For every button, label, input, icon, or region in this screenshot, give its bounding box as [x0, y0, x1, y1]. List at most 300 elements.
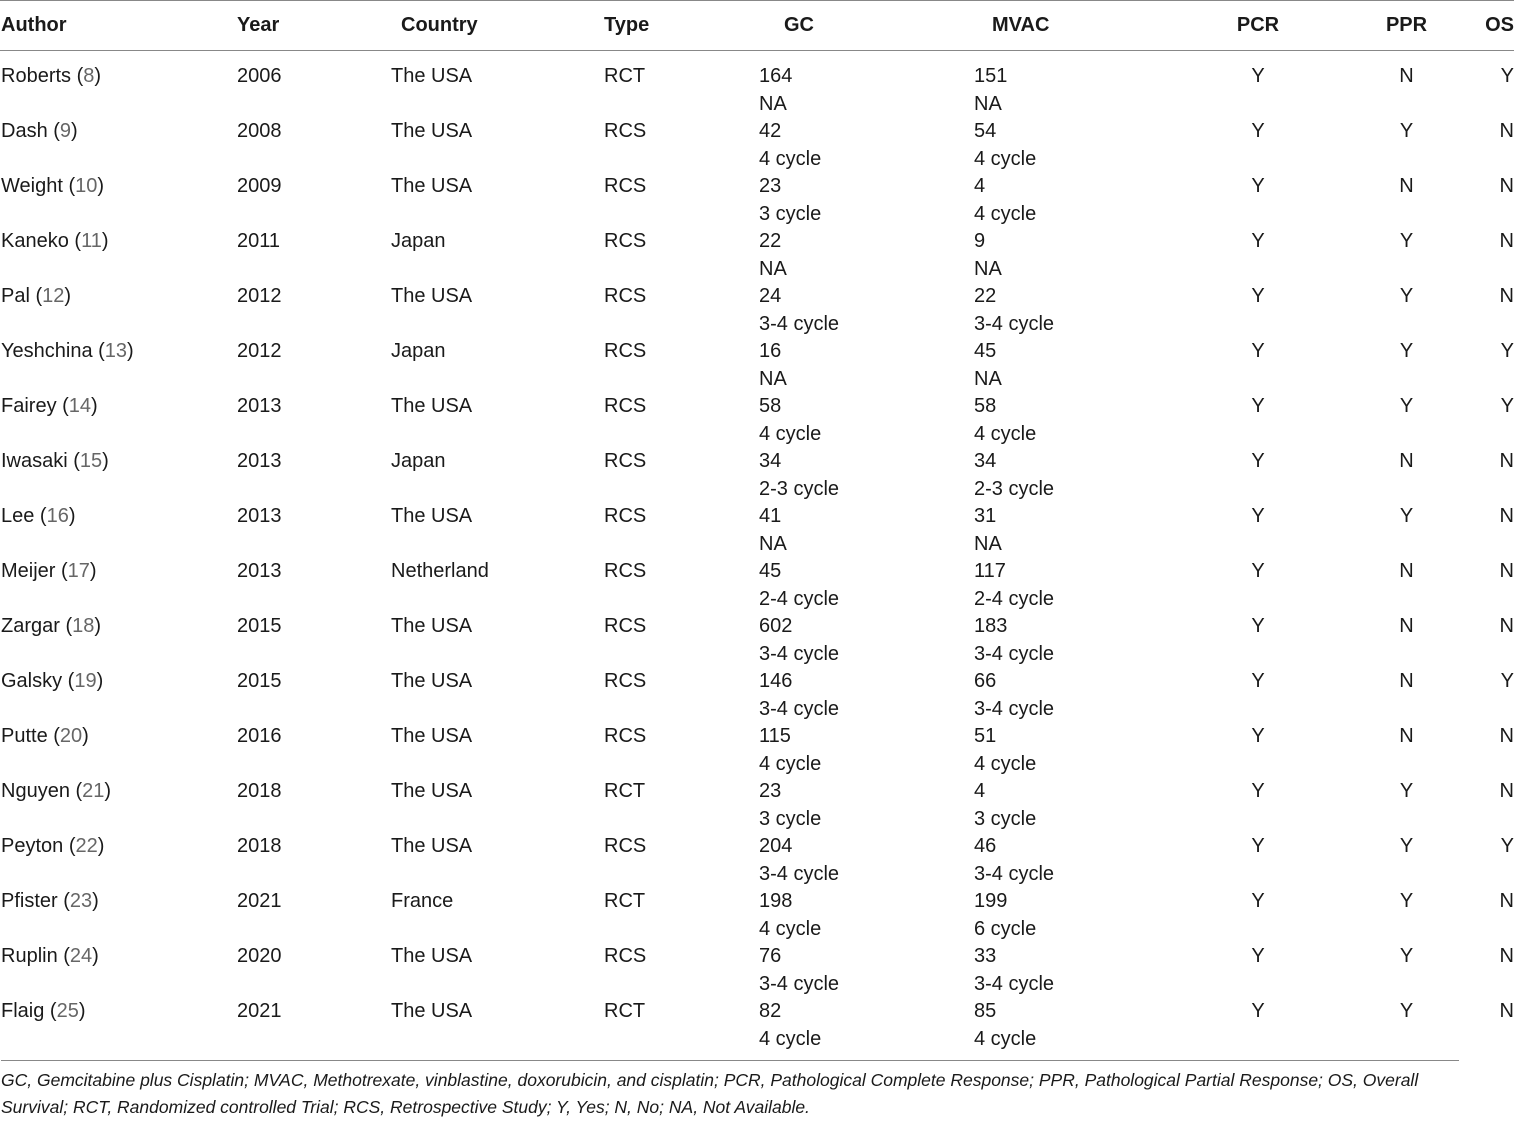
cell-pcr: Y [1251, 560, 1265, 582]
cell-country: The USA [391, 175, 473, 197]
cell-type: RCS [604, 450, 647, 472]
cell-os: Y [1500, 340, 1514, 362]
author-name: Lee [1, 505, 35, 527]
mvac-patients: 151 [974, 65, 1008, 87]
cell-type: RCS [604, 670, 647, 692]
gc-patients: 76 [759, 945, 782, 967]
cell-gc [759, 173, 974, 228]
gc-patients: 22 [759, 230, 782, 252]
header-row [0, 1, 1514, 51]
cell-gc [759, 118, 974, 173]
cell-os: N [1499, 450, 1514, 472]
cell-year: 2012 [237, 285, 282, 307]
author-name: Iwasaki [1, 450, 68, 472]
cell-type: RCS [604, 725, 647, 747]
mvac-patients: 46 [974, 835, 997, 857]
mvac-patients: 66 [974, 670, 997, 692]
author-name: Pfister [1, 890, 58, 912]
cell-author: Ruplin (24) [1, 945, 99, 967]
cell-mvac [974, 448, 1182, 503]
cell-ppr: Y [1399, 505, 1414, 527]
mvac-patients: 183 [974, 615, 1008, 637]
gc-cycles: 3-4 cycle [759, 642, 840, 665]
mvac-cycles: 4 cycle [974, 202, 1037, 225]
mvac-cycles: 4 cycle [974, 422, 1037, 445]
cell-os: N [1499, 615, 1514, 637]
cell-author: Iwasaki (15) [1, 450, 109, 472]
mvac-patients: 85 [974, 1000, 997, 1022]
mvac-patients: 31 [974, 505, 997, 527]
cell-country: The USA [391, 725, 473, 747]
cell-year: 2013 [237, 505, 282, 527]
cell-ppr: Y [1399, 395, 1414, 417]
table-row [0, 338, 1514, 393]
author-name: Peyton [1, 835, 64, 857]
mvac-cycles: 3-4 cycle [974, 862, 1055, 885]
mvac-cycles: NA [974, 257, 1002, 280]
cell-mvac [974, 283, 1182, 338]
gc-cycles: 3 cycle [759, 202, 822, 225]
cell-pcr: Y [1251, 285, 1265, 307]
cell-os: N [1499, 945, 1514, 967]
gc-cycles: NA [759, 92, 787, 115]
gc-cycles: 4 cycle [759, 752, 822, 775]
cell-country: France [391, 890, 454, 912]
cell-mvac [974, 393, 1182, 448]
cell-year: 2018 [237, 780, 282, 802]
cell-year: 2016 [237, 725, 282, 747]
cell-os: Y [1500, 670, 1514, 692]
cell-ppr: Y [1399, 285, 1414, 307]
mvac-patients: 9 [974, 230, 986, 252]
author-name: Dash [1, 120, 48, 142]
gc-cycles: 2-4 cycle [759, 587, 840, 610]
mvac-patients: 22 [974, 285, 997, 307]
gc-cycles: 3-4 cycle [759, 312, 840, 335]
cell-mvac [974, 503, 1182, 558]
cell-gc [759, 943, 974, 998]
header-year: Year [237, 1, 391, 51]
gc-patients: 23 [759, 780, 782, 802]
table-row [0, 448, 1514, 503]
cell-type: RCT [604, 65, 646, 87]
cell-gc [759, 338, 974, 393]
cell-pcr: Y [1251, 615, 1265, 637]
cell-country: The USA [391, 670, 473, 692]
cell-year: 2013 [237, 395, 282, 417]
cell-country: The USA [391, 835, 473, 857]
gc-cycles: NA [759, 257, 787, 280]
cell-type: RCS [604, 615, 647, 637]
cell-os: N [1499, 780, 1514, 802]
cell-os: N [1499, 1000, 1514, 1022]
table-row [0, 283, 1514, 338]
cell-mvac [974, 613, 1182, 668]
cell-os: N [1499, 175, 1514, 197]
cell-country: The USA [391, 65, 473, 87]
cell-author: Kaneko (11) [1, 230, 109, 252]
mvac-patients: 33 [974, 945, 997, 967]
cell-pcr: Y [1251, 505, 1265, 527]
cell-country: The USA [391, 505, 473, 527]
reference-link[interactable]: 10 [75, 175, 98, 197]
reference-link[interactable]: 15 [79, 450, 103, 472]
header-pcr: PCR [1182, 1, 1334, 51]
reference-link[interactable]: 11 [81, 230, 102, 252]
gc-patients: 42 [759, 120, 782, 142]
cell-year: 2013 [237, 560, 282, 582]
reference-link[interactable]: 24 [69, 945, 93, 967]
cell-country: Japan [391, 450, 446, 472]
cell-author: Dash (9) [1, 120, 78, 142]
cell-gc [759, 393, 974, 448]
cell-country: The USA [391, 780, 473, 802]
mvac-patients: 199 [974, 890, 1008, 912]
cell-mvac [974, 173, 1182, 228]
cell-pcr: Y [1251, 1000, 1265, 1022]
author-name: Putte [1, 725, 48, 747]
cell-author: Pal (12) [1, 285, 72, 307]
mvac-patients: 58 [974, 395, 997, 417]
cell-year: 2021 [237, 1000, 282, 1022]
gc-patients: 146 [759, 670, 793, 692]
table-row [0, 558, 1514, 613]
table-row [0, 173, 1514, 228]
gc-patients: 34 [759, 450, 782, 472]
reference-link[interactable]: 25 [56, 1000, 79, 1022]
cell-type: RCS [604, 505, 647, 527]
table-row [0, 943, 1514, 998]
cell-mvac [974, 51, 1182, 119]
gc-cycles: NA [759, 532, 787, 555]
cell-country: Netherland [391, 560, 489, 582]
cell-ppr: N [1399, 615, 1414, 637]
mvac-patients: 54 [974, 120, 997, 142]
cell-mvac [974, 833, 1182, 888]
cell-country: The USA [391, 615, 473, 637]
cell-author: Weight (10) [1, 175, 105, 197]
gc-cycles: 4 cycle [759, 147, 822, 170]
cell-pcr: Y [1251, 780, 1265, 802]
cell-author: Putte (20) [1, 725, 89, 747]
reference-link[interactable]: 9 [59, 120, 72, 142]
cell-ppr: Y [1399, 230, 1414, 252]
cell-mvac [974, 228, 1182, 283]
cell-gc [759, 613, 974, 668]
table-row [0, 833, 1514, 888]
mvac-cycles: NA [974, 367, 1002, 390]
cell-year: 2020 [237, 945, 282, 967]
cell-os: N [1499, 560, 1514, 582]
cell-gc [759, 228, 974, 283]
cell-mvac [974, 943, 1182, 998]
cell-author: Flaig (25) [1, 1000, 86, 1022]
cell-ppr: Y [1399, 1000, 1414, 1022]
cell-year: 2015 [237, 615, 282, 637]
cell-ppr: N [1399, 450, 1414, 472]
cell-os: N [1499, 285, 1514, 307]
cell-ppr: Y [1399, 835, 1414, 857]
cell-mvac [974, 668, 1182, 723]
cell-type: RCT [604, 890, 646, 912]
table-row [0, 998, 1514, 1061]
cell-type: RCS [604, 395, 647, 417]
mvac-cycles: 2-3 cycle [974, 477, 1055, 500]
cell-type: RCS [604, 945, 647, 967]
cell-type: RCS [604, 230, 647, 252]
cell-author: Nguyen (21) [1, 780, 112, 802]
cell-year: 2013 [237, 450, 282, 472]
cell-pcr: Y [1251, 450, 1265, 472]
cell-mvac [974, 118, 1182, 173]
cell-pcr: Y [1251, 945, 1265, 967]
cell-author: Roberts (8) [1, 65, 102, 87]
cell-ppr: Y [1399, 945, 1414, 967]
cell-author: Yeshchina (13) [1, 340, 134, 362]
cell-year: 2009 [237, 175, 282, 197]
cell-pcr: Y [1251, 120, 1265, 142]
mvac-cycles: NA [974, 92, 1002, 115]
cell-year: 2006 [237, 65, 282, 87]
mvac-cycles: 4 cycle [974, 1027, 1037, 1050]
cell-os: N [1499, 725, 1514, 747]
table-body [0, 51, 1514, 1062]
table-row [0, 668, 1514, 723]
cell-author: Lee (16) [1, 505, 76, 527]
cell-ppr: N [1399, 670, 1414, 692]
cell-os: N [1499, 230, 1514, 252]
mvac-patients: 4 [974, 780, 986, 802]
cell-type: RCS [604, 835, 647, 857]
gc-patients: 82 [759, 1000, 782, 1022]
cell-year: 2008 [237, 120, 282, 142]
cell-gc [759, 51, 974, 119]
cell-author: Meijer (17) [1, 560, 97, 582]
cell-type: RCS [604, 285, 647, 307]
cell-pcr: Y [1251, 725, 1265, 747]
cell-os: N [1499, 505, 1514, 527]
reference-link[interactable]: 18 [72, 615, 95, 637]
cell-pcr: Y [1251, 340, 1265, 362]
gc-patients: 115 [759, 725, 791, 747]
table-row [0, 393, 1514, 448]
gc-patients: 164 [759, 65, 793, 87]
mvac-patients: 51 [974, 725, 997, 747]
cell-ppr: N [1399, 65, 1414, 87]
reference-link[interactable]: 17 [67, 560, 90, 582]
mvac-cycles: 4 cycle [974, 752, 1037, 775]
cell-country: The USA [391, 120, 473, 142]
mvac-cycles: 3 cycle [974, 807, 1037, 830]
cell-mvac [974, 558, 1182, 613]
gc-patients: 58 [759, 395, 782, 417]
cell-country: The USA [391, 1000, 473, 1022]
gc-patients: 198 [759, 890, 793, 912]
cell-gc [759, 998, 974, 1061]
cell-mvac [974, 888, 1182, 943]
cell-mvac [974, 998, 1182, 1061]
gc-patients: 602 [759, 615, 793, 637]
gc-cycles: 3-4 cycle [759, 862, 840, 885]
cell-type: RCT [604, 780, 646, 802]
cell-year: 2021 [237, 890, 282, 912]
cell-pcr: Y [1251, 835, 1265, 857]
header-ppr: PPR [1334, 1, 1479, 51]
cell-gc [759, 283, 974, 338]
mvac-patients: 34 [974, 450, 997, 472]
table-row [0, 888, 1514, 943]
mvac-cycles: 3-4 cycle [974, 312, 1055, 335]
cell-author: Fairey (14) [1, 395, 98, 417]
gc-patients: 45 [759, 560, 782, 582]
cell-type: RCT [604, 1000, 646, 1022]
cell-mvac [974, 723, 1182, 778]
gc-cycles: 3-4 cycle [759, 697, 840, 720]
cell-gc [759, 668, 974, 723]
author-name: Fairey [1, 395, 57, 417]
gc-cycles: 2-3 cycle [759, 477, 840, 500]
cell-author: Zargar (18) [1, 615, 102, 637]
cell-country: The USA [391, 395, 473, 417]
cell-os: N [1499, 120, 1514, 142]
header-mvac: MVAC [974, 1, 1182, 51]
gc-patients: 23 [759, 175, 782, 197]
cell-year: 2011 [237, 230, 281, 252]
author-name: Kaneko [1, 230, 69, 252]
cell-year: 2015 [237, 670, 282, 692]
cell-type: RCS [604, 175, 647, 197]
author-name: Pal [1, 285, 30, 307]
header-author: Author [0, 1, 237, 51]
table-row [0, 613, 1514, 668]
cell-country: The USA [391, 285, 473, 307]
cell-pcr: Y [1251, 890, 1265, 912]
author-name: Meijer [1, 560, 56, 582]
author-name: Galsky [1, 670, 63, 692]
table-row [0, 723, 1514, 778]
author-name: Weight [1, 175, 63, 197]
cell-gc [759, 558, 974, 613]
reference-link[interactable]: 19 [74, 670, 97, 692]
cell-author: Peyton (22) [1, 835, 105, 857]
cell-pcr: Y [1251, 670, 1265, 692]
cell-country: Japan [391, 340, 446, 362]
header-os: OS [1479, 1, 1514, 51]
cell-year: 2012 [237, 340, 282, 362]
gc-patients: 16 [759, 340, 782, 362]
cell-gc [759, 448, 974, 503]
cell-author: Galsky (19) [1, 670, 104, 692]
cell-type: RCS [604, 560, 647, 582]
author-name: Yeshchina [1, 340, 93, 362]
cell-ppr: N [1399, 175, 1414, 197]
gc-cycles: 3-4 cycle [759, 972, 840, 995]
reference-link[interactable]: 21 [82, 780, 105, 802]
author-name: Ruplin [1, 945, 58, 967]
cell-os: N [1499, 890, 1514, 912]
author-name: Flaig [1, 1000, 45, 1022]
reference-link[interactable]: 23 [69, 890, 93, 912]
table-row [0, 51, 1514, 119]
mvac-cycles: NA [974, 532, 1002, 555]
reference-link[interactable]: 16 [46, 505, 69, 527]
reference-link[interactable]: 8 [83, 65, 95, 87]
gc-cycles: NA [759, 367, 787, 390]
cell-os: Y [1500, 835, 1514, 857]
cell-pcr: Y [1251, 65, 1265, 87]
table-row [0, 118, 1514, 173]
cell-year: 2018 [237, 835, 282, 857]
reference-link[interactable]: 12 [42, 285, 65, 307]
gc-cycles: 4 cycle [759, 917, 822, 940]
cell-country: Japan [391, 230, 446, 252]
table-header [0, 1, 1514, 51]
mvac-cycles: 3-4 cycle [974, 642, 1055, 665]
author-name: Zargar [1, 615, 60, 637]
mvac-cycles: 6 cycle [974, 917, 1037, 940]
author-name: Nguyen [1, 780, 70, 802]
reference-link[interactable]: 20 [59, 725, 83, 747]
gc-cycles: 4 cycle [759, 422, 822, 445]
cell-gc [759, 888, 974, 943]
cell-ppr: N [1399, 560, 1414, 582]
cell-author: Pfister (23) [1, 890, 99, 912]
mvac-patients: 45 [974, 340, 997, 362]
cell-gc [759, 833, 974, 888]
cell-os: Y [1500, 65, 1514, 87]
gc-cycles: 3 cycle [759, 807, 822, 830]
cell-gc [759, 778, 974, 833]
cell-mvac [974, 778, 1182, 833]
cell-country: The USA [391, 945, 473, 967]
mvac-patients: 117 [974, 560, 1006, 582]
cell-ppr: Y [1399, 780, 1414, 802]
author-name: Roberts [1, 65, 72, 87]
gc-patients: 24 [759, 285, 782, 307]
cell-type: RCS [604, 120, 647, 142]
mvac-cycles: 2-4 cycle [974, 587, 1055, 610]
cell-ppr: N [1399, 725, 1414, 747]
gc-patients: 204 [759, 835, 793, 857]
cell-pcr: Y [1251, 230, 1265, 252]
cell-pcr: Y [1251, 395, 1265, 417]
cell-pcr: Y [1251, 175, 1265, 197]
mvac-cycles: 3-4 cycle [974, 697, 1055, 720]
cell-ppr: Y [1399, 890, 1414, 912]
gc-cycles: 4 cycle [759, 1027, 822, 1050]
mvac-patients: 4 [974, 175, 986, 197]
header-gc: GC [759, 1, 974, 51]
header-type: Type [604, 1, 759, 51]
table-row [0, 778, 1514, 833]
cell-type: RCS [604, 340, 647, 362]
cell-gc [759, 503, 974, 558]
gc-patients: 41 [759, 505, 782, 527]
cell-os: Y [1500, 395, 1514, 417]
reference-link[interactable]: 14 [68, 395, 92, 417]
mvac-cycles: 3-4 cycle [974, 972, 1055, 995]
reference-link[interactable]: 13 [104, 340, 128, 362]
header-country: Country [391, 1, 604, 51]
cell-gc [759, 723, 974, 778]
cell-mvac [974, 338, 1182, 393]
cell-ppr: Y [1399, 340, 1414, 362]
reference-link[interactable]: 22 [75, 835, 98, 857]
cell-ppr: Y [1399, 120, 1414, 142]
mvac-cycles: 4 cycle [974, 147, 1037, 170]
table-footnote: GC, Gemcitabine plus Cisplatin; MVAC, Methotrexate, vinblastine, doxorubicin, and cisplatin; PCR, Pathological Complete Response; PPR, Pathological Partial Response; OS, Overall Survival; RCT, Randomized controlled Trial; RCS, Retrospective Study; Y, Yes; N, No; NA, Not Available. [1, 1060, 1459, 1121]
table-row [0, 228, 1514, 283]
